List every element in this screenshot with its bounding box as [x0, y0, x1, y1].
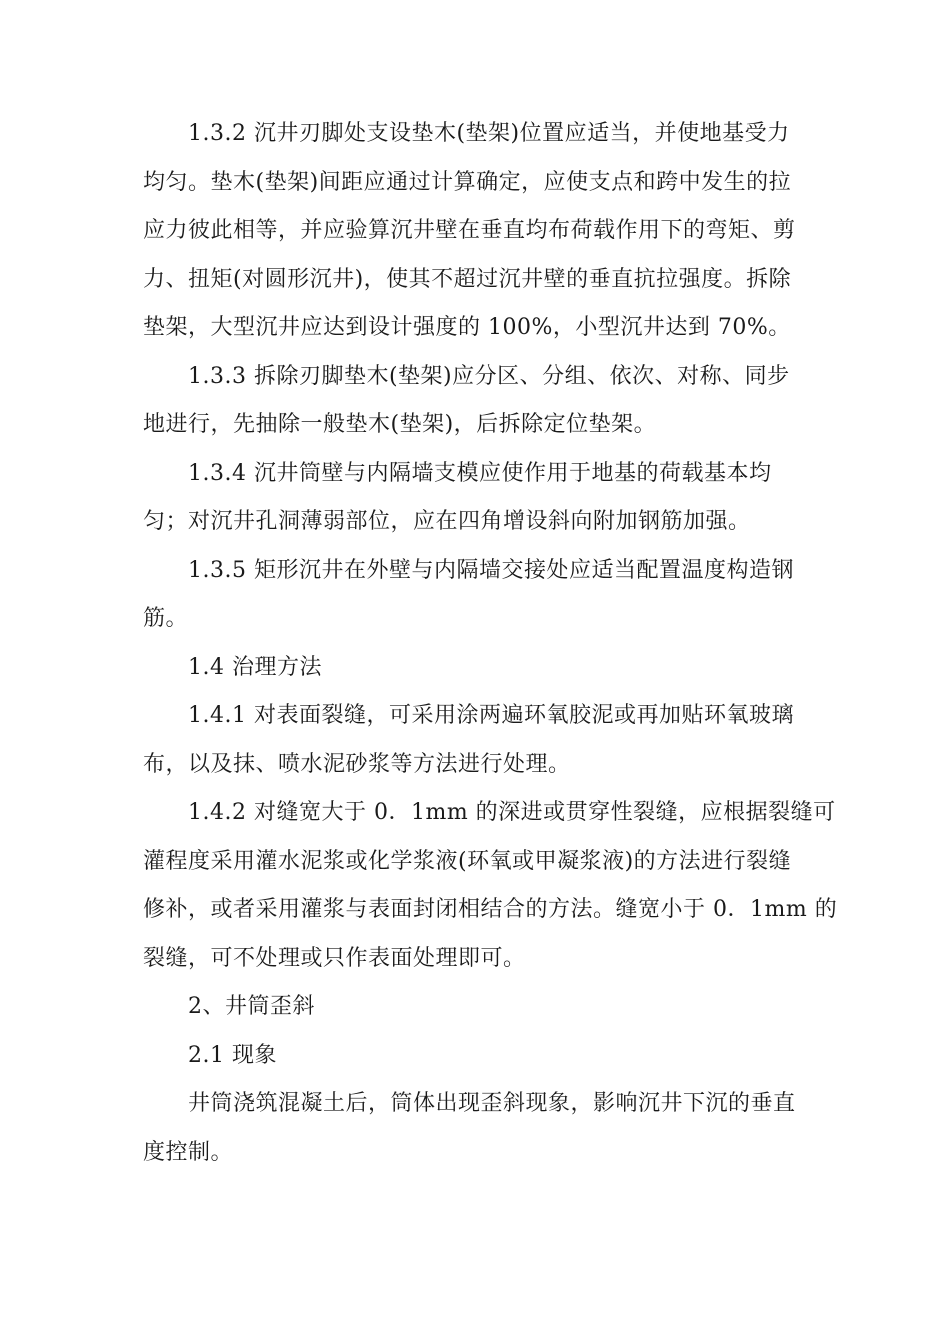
- text-line: 1.3.3 拆除刃脚垫木(垫架)应分区、分组、依次、对称、同步: [188, 363, 790, 389]
- paragraph-1-4-1: [143, 692, 807, 789]
- text-line: 2.1 现象: [188, 1042, 277, 1068]
- text-line: 修补，或者采用灌浆与表面封闭相结合的方法。缝宽小于 0．1mm 的: [143, 897, 838, 922]
- paragraph-2: [143, 983, 807, 1032]
- text-line: 井筒浇筑混凝土后，筒体出现歪斜现象，影响沉井下沉的垂直: [188, 1091, 796, 1116]
- text-line: 1.4 治理方法: [188, 654, 322, 680]
- text-line: 1.4.2 对缝宽大于 0．1mm 的深进或贯穿性裂缝，应根据裂缝可: [188, 800, 836, 825]
- text-line: 地进行，先抽除一般垫木(垫架)，后拆除定位垫架。: [143, 412, 657, 437]
- paragraph-2-1: [143, 1032, 807, 1081]
- paragraph-1-4-2: [143, 789, 838, 983]
- text-line: 2、井筒歪斜: [188, 994, 315, 1019]
- text-line: 应力彼此相等，并应验算沉井壁在垂直均布荷载作用下的弯矩、剪: [143, 218, 796, 243]
- paragraph-1-3-5: [143, 547, 807, 644]
- paragraph-2-1-text: [143, 1080, 807, 1177]
- text-line: 1.4.1 对表面裂缝，可采用涂两遍环氧胶泥或再加贴环氧玻璃: [188, 703, 794, 728]
- text-line: 布，以及抹、喷水泥砂浆等方法进行处理。: [143, 751, 571, 777]
- text-line: 筋。: [143, 606, 189, 631]
- text-line: 1.3.5 矩形沉井在外壁与内隔墙交接处应适当配置温度构造钢: [188, 557, 794, 583]
- text-line: 裂缝，可不处理或只作表面处理即可。: [143, 945, 526, 971]
- text-line: 垫架，大型沉井应达到设计强度的 100%，小型沉井达到 70%。: [143, 315, 791, 340]
- text-line: 匀；对沉井孔洞薄弱部位，应在四角增设斜向附加钢筋加强。: [143, 509, 751, 534]
- text-line: 1.3.2 沉井刃脚处支设垫木(垫架)位置应适当，并使地基受力: [188, 121, 790, 146]
- text-line: 1.3.4 沉井筒壁与内隔墙支模应使作用于地基的荷载基本均: [188, 460, 772, 486]
- paragraph-1-4: [143, 644, 807, 693]
- paragraph-1-3-3: [143, 353, 807, 450]
- document-body: [143, 110, 838, 1177]
- text-line: 力、扭矩(对圆形沉井)，使其不超过沉井壁的垂直抗拉强度。拆除: [143, 266, 792, 292]
- text-line: 灌程度采用灌水泥浆或化学浆液(环氧或甲凝浆液)的方法进行裂缝: [143, 848, 792, 874]
- paragraph-1-3-4: [143, 450, 807, 547]
- paragraph-1-3-2: [143, 110, 807, 353]
- text-line: 均匀。垫木(垫架)间距应通过计算确定，应使支点和跨中发生的拉: [143, 169, 792, 195]
- text-line: 度控制。: [143, 1139, 234, 1165]
